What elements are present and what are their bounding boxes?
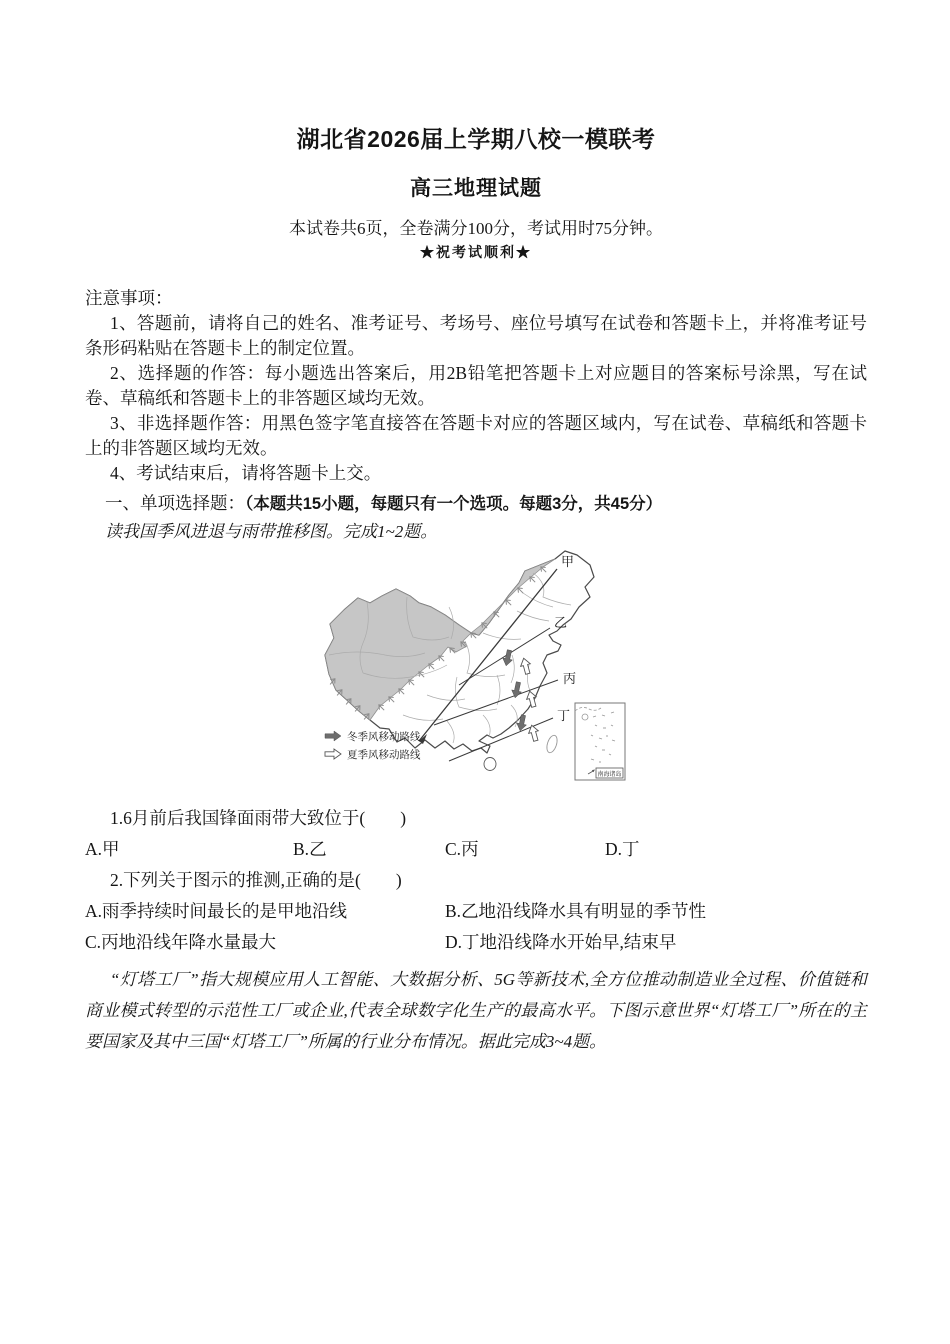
china-monsoon-map <box>307 545 647 795</box>
page-subtitle: 高三地理试题 <box>410 177 542 200</box>
option-key: A. <box>85 901 103 921</box>
option-text: 丙地沿线年降水量最大 <box>101 932 277 952</box>
hollow-arrow-icon <box>325 749 341 759</box>
section-heading <box>85 490 867 518</box>
option-d <box>605 834 867 865</box>
question-2-stem <box>85 865 867 896</box>
option-key: B. <box>293 839 310 859</box>
option-d <box>445 927 867 958</box>
option-text: 丁地沿线降水开始早,结束早 <box>462 932 677 952</box>
option-a <box>85 834 293 865</box>
question-number: 1. <box>110 808 124 828</box>
monsoon-intro-text: 读我国季风进退与雨带推移图。完成1~2题。 <box>105 522 438 541</box>
legend-summer-label: 夏季风移动路线 <box>347 750 421 761</box>
option-b <box>293 834 445 865</box>
option-text: 甲 <box>102 839 120 859</box>
taiwan-island <box>545 734 559 754</box>
lighthouse-intro-text: “灯塔工厂”指大规模应用人工智能、大数据分析、5G等新技术,全方位推动制造业全过程、价值链和商业模式转型的示范性工厂或企业,代表全球数字化生产的最高水平。下图示意世界“灯塔工厂”所在的主要国家及其中三国“灯塔工厂”所属的行业分布情况。据此完成3~4题。 <box>85 970 867 1051</box>
page-title: 湖北省2026届上学期八校一模联考 <box>296 126 656 152</box>
question-2-options-row-2 <box>85 927 867 958</box>
notice-item: 1、答题前，请将自己的姓名、准考证号、考场号、座位号填写在试卷和答题卡上，并将准考证号条形码粘贴在答题卡上的制定位置。 <box>85 313 867 358</box>
wish-line: ★祝考试顺利★ <box>420 246 532 261</box>
option-text: 乙地沿线降水具有明显的季节性 <box>461 901 707 921</box>
notice-item: 4、考试结束后，请将答题卡上交。 <box>110 463 382 483</box>
exam-info-line: 本试卷共6页，全卷满分100分，考试用时75分钟。 <box>289 219 663 238</box>
map-legend <box>325 730 421 761</box>
section-meta: （本题共15小题，每题只有一个选项。每题3分，共45分） <box>245 495 663 513</box>
option-c <box>85 927 445 958</box>
question-2 <box>85 865 867 958</box>
label-yi: 乙 <box>554 615 568 630</box>
question-text: 6月前后我国锋面雨带大致位于( ) <box>123 808 407 828</box>
question-1-stem <box>85 803 867 834</box>
notice-item: 3、非选择题作答：用黑色签字笔直接答在答题卡对应的答题区域内，写在试卷、草稿纸和答题卡上的非答题区域均无效。 <box>85 413 867 458</box>
notice-heading: 注意事项： <box>85 288 173 308</box>
option-text: 乙 <box>309 839 327 859</box>
notice-item: 2、选择题的作答：每小题选出答案后，用2B铅笔把答题卡上对应题目的答案标号涂黑，写在试卷、草稿纸和答题卡上的非答题区域均无效。 <box>85 363 867 408</box>
south-china-sea-inset <box>575 703 625 780</box>
filled-arrow-icon <box>325 731 341 741</box>
option-key: A. <box>85 839 103 859</box>
question-2-options-row-1 <box>85 896 867 927</box>
inset-label: 南海诸岛 <box>597 772 622 778</box>
option-a <box>85 896 445 927</box>
option-key: C. <box>445 839 462 859</box>
option-key: B. <box>445 901 462 921</box>
questions-block <box>85 803 867 958</box>
label-bing: 丙 <box>563 671 577 686</box>
option-text: 丁 <box>622 839 640 859</box>
question-number: 2. <box>110 870 124 890</box>
option-b <box>445 896 867 927</box>
label-jia: 甲 <box>561 554 575 569</box>
notice-section <box>85 286 867 486</box>
question-text: 下列关于图示的推测,正确的是( ) <box>123 870 402 890</box>
question-1 <box>85 803 867 865</box>
option-key: C. <box>85 932 102 952</box>
hainan-island <box>484 758 496 771</box>
option-c <box>445 834 605 865</box>
option-text: 丙 <box>461 839 479 859</box>
option-key: D. <box>605 839 623 859</box>
option-text: 雨季持续时间最长的是甲地沿线 <box>102 901 348 921</box>
section-label: 一、单项选择题： <box>105 493 245 513</box>
question-1-options <box>85 834 867 865</box>
monsoon-map-figure <box>307 545 647 795</box>
label-ding: 丁 <box>557 708 571 723</box>
legend-winter-label: 冬季风移动路线 <box>347 732 421 743</box>
option-key: D. <box>445 932 463 952</box>
